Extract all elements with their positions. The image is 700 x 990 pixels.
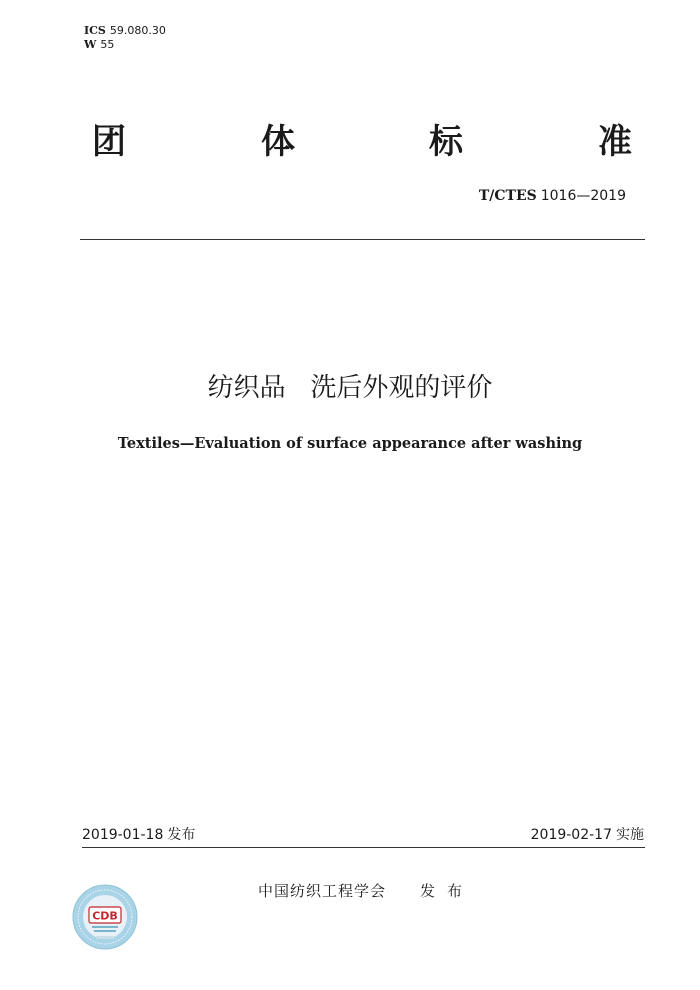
publisher-action: 发布 xyxy=(420,882,475,900)
issue-date xyxy=(82,825,195,845)
publisher-organization: 中国纺织工程学会 xyxy=(258,882,387,900)
implementation-date-value: 2019-02-17 xyxy=(530,827,612,843)
seal-logo-text: CDB xyxy=(92,909,118,923)
standard-type-char-1: 团 xyxy=(92,122,126,162)
standard-type-char-4: 准 xyxy=(598,122,632,162)
issue-date-value: 2019-01-18 xyxy=(82,827,164,843)
publisher-line xyxy=(258,880,474,902)
footer-divider xyxy=(82,847,645,848)
implementation-date xyxy=(531,825,644,845)
document-title-chinese: 纺织品 洗后外观的评价 xyxy=(207,373,493,403)
ics-value: 59.080.30 xyxy=(109,24,166,37)
ccs-value: 55 xyxy=(100,38,115,51)
issue-date-label: 发布 xyxy=(167,827,196,843)
document-title-english: Textiles—Evaluation of surface appearance after washing xyxy=(117,435,583,452)
standard-type-char-2: 体 xyxy=(261,122,295,162)
standard-number-prefix: T/CTES xyxy=(478,188,537,204)
standard-number xyxy=(479,188,626,204)
anti-counterfeit-seal-icon xyxy=(72,884,138,950)
header-divider xyxy=(80,239,645,240)
standard-type-char-3: 标 xyxy=(429,122,463,162)
standard-number-value: 1016—2019 xyxy=(540,188,626,204)
ics-label: ICS xyxy=(84,24,106,37)
ccs-label: W xyxy=(84,38,97,51)
ics-code xyxy=(84,24,166,38)
implementation-date-label: 实施 xyxy=(616,827,644,843)
ccs-code xyxy=(84,38,114,52)
